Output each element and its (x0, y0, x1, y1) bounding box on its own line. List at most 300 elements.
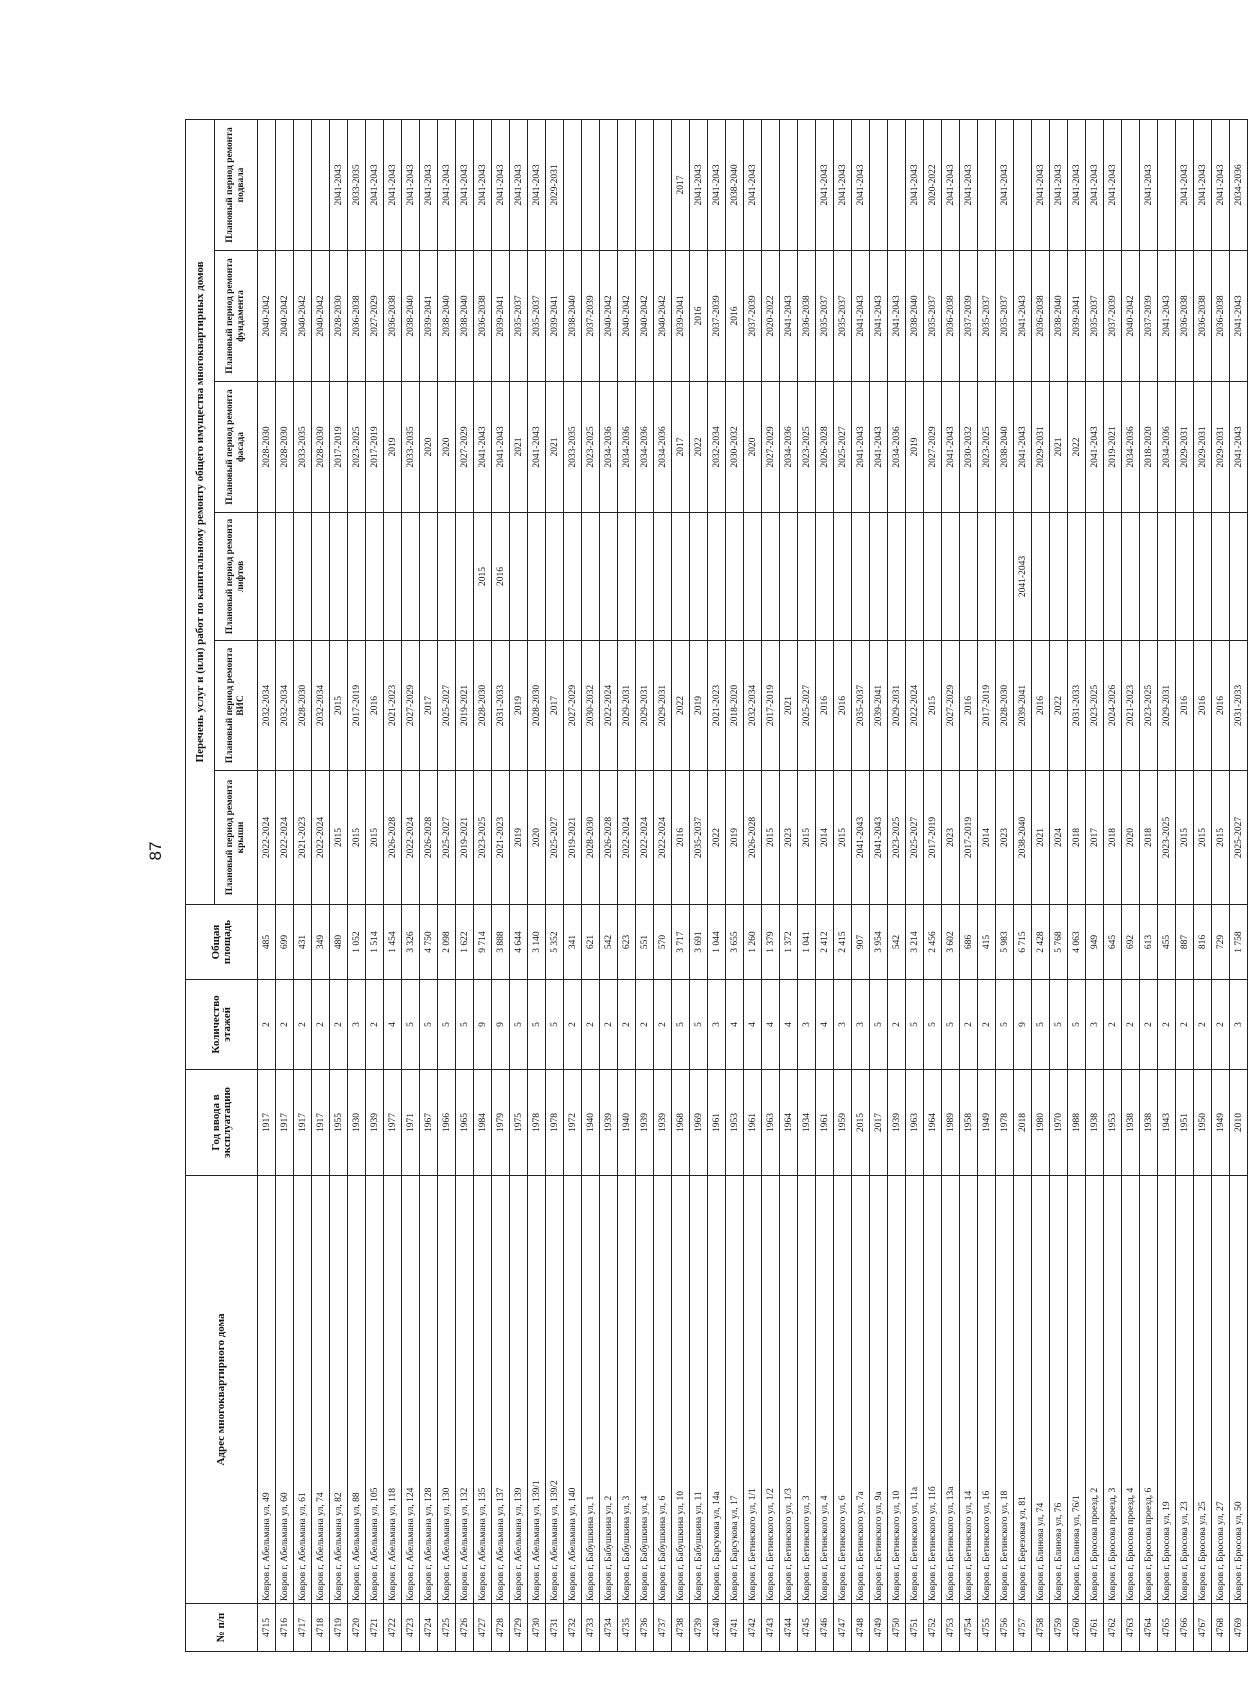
table-row (1050, 119, 1068, 1651)
cell-roof: 2026-2028 (744, 771, 762, 905)
cell-basement: 2041-2043 (1140, 119, 1158, 250)
cell-vis: 2021 (780, 641, 798, 771)
cell-roof: 2015 (1176, 771, 1194, 905)
cell-num: 4730 (528, 1604, 546, 1652)
cell-num: 4740 (708, 1604, 726, 1652)
cell-area: 1 260 (744, 905, 762, 980)
cell-floors: 2 (1176, 980, 1194, 1070)
cell-year: 1961 (816, 1070, 834, 1176)
cell-floors: 3 (798, 980, 816, 1070)
cell-area: 3 717 (672, 905, 690, 980)
cell-floors: 2 (978, 980, 996, 1070)
header-roof: Плановый период ремонта крыши (215, 771, 258, 905)
cell-facade: 2041-2043 (474, 382, 492, 513)
cell-num: 4717 (294, 1604, 312, 1652)
table-row (1068, 119, 1086, 1651)
cell-address: Ковров г, Абельмана ул, 139/2 (546, 1176, 564, 1604)
table-row (600, 119, 618, 1651)
cell-area: 2 415 (834, 905, 852, 980)
cell-basement: 2041-2043 (942, 119, 960, 250)
cell-roof: 2023 (780, 771, 798, 905)
cell-facade: 2029-2031 (1212, 382, 1230, 513)
cell-lift (258, 513, 276, 641)
cell-lift (1050, 513, 1068, 641)
cell-facade: 2027-2029 (456, 382, 474, 513)
cell-vis: 2016 (1032, 641, 1050, 771)
cell-area: 686 (960, 905, 978, 980)
cell-vis: 2019 (510, 641, 528, 771)
cell-num: 4732 (564, 1604, 582, 1652)
cell-floors: 3 (1230, 980, 1248, 1070)
cell-num: 4744 (780, 1604, 798, 1652)
cell-facade: 2020 (438, 382, 456, 513)
cell-foundation: 2038-2040 (1050, 251, 1068, 382)
cell-area: 3 954 (870, 905, 888, 980)
cell-area: 949 (1086, 905, 1104, 980)
cell-roof: 2022 (708, 771, 726, 905)
cell-num: 4753 (942, 1604, 960, 1652)
cell-basement: 2041-2043 (960, 119, 978, 250)
cell-vis: 2025-2027 (798, 641, 816, 771)
table-row (960, 119, 978, 1651)
cell-facade: 2022 (1068, 382, 1086, 513)
cell-vis: 2022 (1050, 641, 1068, 771)
cell-area: 1 372 (780, 905, 798, 980)
cell-floors: 2 (1212, 980, 1230, 1070)
cell-area: 5 768 (1050, 905, 1068, 980)
cell-lift (906, 513, 924, 641)
cell-area: 6 715 (1014, 905, 1032, 980)
cell-num: 4716 (276, 1604, 294, 1652)
table-row (402, 119, 420, 1651)
cell-vis: 2019-2021 (456, 641, 474, 771)
cell-year: 1951 (1176, 1070, 1194, 1176)
cell-facade: 2034-2036 (618, 382, 636, 513)
cell-facade: 2029-2031 (1176, 382, 1194, 513)
cell-basement: 2041-2043 (708, 119, 726, 250)
cell-num: 4760 (1068, 1604, 1086, 1652)
cell-vis: 2027-2029 (564, 641, 582, 771)
cell-area: 3 655 (726, 905, 744, 980)
cell-lift (1176, 513, 1194, 641)
cell-facade: 2041-2043 (528, 382, 546, 513)
cell-area: 1 622 (456, 905, 474, 980)
cell-basement: 2041-2043 (1086, 119, 1104, 250)
cell-basement: 2041-2043 (996, 119, 1014, 250)
header-num: № п/п (186, 1604, 258, 1652)
cell-vis: 2039-2041 (1014, 641, 1032, 771)
page-number: 87 (146, 841, 165, 861)
cell-roof: 2022-2024 (312, 771, 330, 905)
cell-foundation: 2041-2043 (852, 251, 870, 382)
cell-foundation: 2035-2037 (816, 251, 834, 382)
cell-lift (924, 513, 942, 641)
cell-roof: 2022-2024 (276, 771, 294, 905)
cell-vis: 2016 (960, 641, 978, 771)
cell-basement (870, 119, 888, 250)
cell-vis: 2031-2033 (1230, 641, 1248, 771)
cell-roof: 2041-2043 (870, 771, 888, 905)
cell-lift (618, 513, 636, 641)
cell-facade: 2032-2034 (708, 382, 726, 513)
cell-lift (762, 513, 780, 641)
cell-foundation: 2037-2039 (744, 251, 762, 382)
cell-roof: 2015 (798, 771, 816, 905)
cell-foundation: 2035-2037 (924, 251, 942, 382)
table-row (294, 119, 312, 1651)
cell-foundation: 2039-2041 (1068, 251, 1086, 382)
cell-floors: 2 (276, 980, 294, 1070)
cell-num: 4768 (1212, 1604, 1230, 1652)
cell-foundation: 2028-2030 (330, 251, 348, 382)
cell-address: Ковров г, Абельмана ул, 130 (438, 1176, 456, 1604)
cell-roof: 2018 (1140, 771, 1158, 905)
cell-num: 4724 (420, 1604, 438, 1652)
cell-area: 415 (978, 905, 996, 980)
cell-roof: 2023-2025 (888, 771, 906, 905)
cell-roof: 2035-2037 (690, 771, 708, 905)
cell-num: 4719 (330, 1604, 348, 1652)
cell-address: Ковров г, Брюсова проезд, 4 (1122, 1176, 1140, 1604)
cell-year: 1943 (1158, 1070, 1176, 1176)
cell-foundation: 2039-2041 (420, 251, 438, 382)
cell-area: 542 (888, 905, 906, 980)
cell-vis: 2031-2033 (492, 641, 510, 771)
cell-vis: 2017-2019 (348, 641, 366, 771)
cell-num: 4754 (960, 1604, 978, 1652)
cell-vis: 2017-2019 (762, 641, 780, 771)
cell-area: 431 (294, 905, 312, 980)
cell-year: 1975 (510, 1070, 528, 1176)
cell-roof: 2019-2021 (564, 771, 582, 905)
cell-area: 692 (1122, 905, 1140, 980)
cell-num: 4728 (492, 1604, 510, 1652)
table-row (690, 119, 708, 1651)
cell-facade: 2027-2029 (762, 382, 780, 513)
cell-foundation: 2036-2038 (798, 251, 816, 382)
cell-vis: 2025-2027 (438, 641, 456, 771)
cell-roof: 2041-2043 (852, 771, 870, 905)
cell-num: 4749 (870, 1604, 888, 1652)
cell-year: 1989 (942, 1070, 960, 1176)
cell-facade: 2041-2043 (492, 382, 510, 513)
table-row (438, 119, 456, 1651)
cell-address: Ковров г, Абельмана ул, 105 (366, 1176, 384, 1604)
cell-address: Ковров г, Брюсова ул, 50 (1230, 1176, 1248, 1604)
cell-roof: 2023-2025 (474, 771, 492, 905)
cell-basement: 2041-2043 (744, 119, 762, 250)
cell-foundation: 2038-2040 (456, 251, 474, 382)
cell-address: Ковров г, Березовая ул, 81 (1014, 1176, 1032, 1604)
table-row (276, 119, 294, 1651)
cell-vis: 2023-2025 (1140, 641, 1158, 771)
cell-lift (1086, 513, 1104, 641)
cell-floors: 5 (924, 980, 942, 1070)
cell-year: 1966 (438, 1070, 456, 1176)
cell-address: Ковров г, Бетинского ул, 16 (978, 1176, 996, 1604)
cell-foundation: 2040-2042 (600, 251, 618, 382)
cell-lift (834, 513, 852, 641)
rotated-page (185, 120, 1244, 1652)
cell-year: 1961 (708, 1070, 726, 1176)
cell-vis: 2017 (546, 641, 564, 771)
cell-address: Ковров г, Бетинского ул, 14 (960, 1176, 978, 1604)
cell-foundation: 2039-2041 (492, 251, 510, 382)
cell-area: 485 (258, 905, 276, 980)
header-facade: Плановый период ремонта фасада (215, 382, 258, 513)
cell-basement: 2041-2043 (384, 119, 402, 250)
cell-area: 816 (1194, 905, 1212, 980)
cell-num: 4765 (1158, 1604, 1176, 1652)
cell-lift (1158, 513, 1176, 641)
cell-area: 3 326 (402, 905, 420, 980)
table-row (834, 119, 852, 1651)
cell-address: Ковров г, Блинова ул, 76/1 (1068, 1176, 1086, 1604)
cell-year: 1979 (492, 1070, 510, 1176)
cell-num: 4742 (744, 1604, 762, 1652)
cell-num: 4752 (924, 1604, 942, 1652)
cell-area: 2 412 (816, 905, 834, 980)
cell-vis: 2027-2029 (402, 641, 420, 771)
table-row (510, 119, 528, 1651)
cell-year: 1938 (1122, 1070, 1140, 1176)
cell-area: 1 454 (384, 905, 402, 980)
cell-roof: 2025-2027 (1230, 771, 1248, 905)
table-row (744, 119, 762, 1651)
cell-foundation: 2040-2042 (1122, 251, 1140, 382)
cell-address: Ковров г, Брюсова ул, 25 (1194, 1176, 1212, 1604)
cell-foundation: 2038-2040 (402, 251, 420, 382)
cell-num: 4738 (672, 1604, 690, 1652)
table-row (1104, 119, 1122, 1651)
cell-foundation: 2035-2037 (978, 251, 996, 382)
cell-facade: 2034-2036 (888, 382, 906, 513)
cell-vis: 2028-2030 (294, 641, 312, 771)
cell-foundation: 2041-2043 (1014, 251, 1032, 382)
cell-foundation: 2038-2040 (906, 251, 924, 382)
cell-roof: 2018 (1068, 771, 1086, 905)
cell-area: 9 714 (474, 905, 492, 980)
cell-floors: 9 (492, 980, 510, 1070)
cell-address: Ковров г, Бетинского ул, 1/3 (780, 1176, 798, 1604)
cell-floors: 5 (438, 980, 456, 1070)
cell-vis: 2029-2031 (654, 641, 672, 771)
cell-area: 349 (312, 905, 330, 980)
cell-lift (402, 513, 420, 641)
cell-year: 2010 (1230, 1070, 1248, 1176)
cell-vis: 2016 (1212, 641, 1230, 771)
cell-lift (564, 513, 582, 641)
cell-facade: 2025-2027 (834, 382, 852, 513)
cell-address: Ковров г, Бабушкина ул, 4 (636, 1176, 654, 1604)
cell-address: Ковров г, Бабушкина ул, 1 (582, 1176, 600, 1604)
cell-vis: 2029-2031 (888, 641, 906, 771)
cell-vis: 2027-2029 (942, 641, 960, 771)
cell-area: 341 (564, 905, 582, 980)
cell-facade: 2017-2019 (366, 382, 384, 513)
cell-floors: 2 (294, 980, 312, 1070)
cell-foundation: 2040-2042 (294, 251, 312, 382)
cell-vis: 2030-2032 (582, 641, 600, 771)
cell-basement: 2041-2043 (456, 119, 474, 250)
cell-num: 4725 (438, 1604, 456, 1652)
cell-year: 1949 (1212, 1070, 1230, 1176)
cell-basement: 2041-2043 (474, 119, 492, 250)
cell-floors: 5 (1032, 980, 1050, 1070)
table-row (1140, 119, 1158, 1651)
cell-lift (312, 513, 330, 641)
cell-facade: 2041-2043 (870, 382, 888, 513)
table-row (726, 119, 744, 1651)
cell-facade: 2019 (906, 382, 924, 513)
header-works-group: Перечень услуг и (или) работ по капитальному ремонту общего имущества многоквартирных домов (186, 119, 215, 904)
cell-foundation: 2020-2022 (762, 251, 780, 382)
cell-vis: 2032-2034 (744, 641, 762, 771)
cell-foundation: 2036-2038 (348, 251, 366, 382)
cell-num: 4722 (384, 1604, 402, 1652)
table-row (1212, 119, 1230, 1651)
cell-year: 1917 (258, 1070, 276, 1176)
table-row (474, 119, 492, 1651)
cell-year: 1939 (366, 1070, 384, 1176)
table-row (1194, 119, 1212, 1651)
cell-lift (510, 513, 528, 641)
cell-year: 1970 (1050, 1070, 1068, 1176)
cell-floors: 2 (312, 980, 330, 1070)
table-row (1014, 119, 1032, 1651)
cell-address: Ковров г, Бетинского ул, 3 (798, 1176, 816, 1604)
cell-floors: 2 (1194, 980, 1212, 1070)
cell-basement: 2033-2035 (348, 119, 366, 250)
cell-basement (564, 119, 582, 250)
cell-num: 4745 (798, 1604, 816, 1652)
cell-num: 4720 (348, 1604, 366, 1652)
cell-num: 4735 (618, 1604, 636, 1652)
cell-facade: 2028-2030 (276, 382, 294, 513)
cell-basement (618, 119, 636, 250)
table-row (672, 119, 690, 1651)
cell-num: 4763 (1122, 1604, 1140, 1652)
cell-basement: 2041-2043 (510, 119, 528, 250)
table-row (1230, 119, 1248, 1651)
cell-area: 3 214 (906, 905, 924, 980)
cell-vis: 2024-2026 (1104, 641, 1122, 771)
cell-area: 480 (330, 905, 348, 980)
cell-address: Ковров г, Абельмана ул, 74 (312, 1176, 330, 1604)
cell-lift (816, 513, 834, 641)
cell-roof: 2015 (366, 771, 384, 905)
cell-address: Ковров г, Брюсова проезд, 3 (1104, 1176, 1122, 1604)
cell-roof: 2018 (1104, 771, 1122, 905)
cell-vis: 2019 (690, 641, 708, 771)
cell-roof: 2019 (726, 771, 744, 905)
cell-floors: 4 (726, 980, 744, 1070)
cell-foundation: 2038-2040 (564, 251, 582, 382)
cell-facade: 2023-2025 (978, 382, 996, 513)
table-row (906, 119, 924, 1651)
table-row (708, 119, 726, 1651)
cell-basement: 2034-2036 (1230, 119, 1248, 250)
cell-vis: 2016 (366, 641, 384, 771)
cell-lift (1230, 513, 1248, 641)
cell-area: 5 983 (996, 905, 1014, 980)
cell-area: 4 750 (420, 905, 438, 980)
cell-year: 1984 (474, 1070, 492, 1176)
cell-foundation: 2035-2037 (510, 251, 528, 382)
cell-area: 2 456 (924, 905, 942, 980)
table-row (1086, 119, 1104, 1651)
cell-year: 1959 (834, 1070, 852, 1176)
cell-area: 1 044 (708, 905, 726, 980)
cell-num: 4751 (906, 1604, 924, 1652)
cell-address: Ковров г, Абельмана ул, 132 (456, 1176, 474, 1604)
cell-foundation: 2040-2042 (276, 251, 294, 382)
cell-year: 1964 (780, 1070, 798, 1176)
cell-lift (1104, 513, 1122, 641)
cell-basement: 2041-2043 (438, 119, 456, 250)
cell-basement: 2041-2043 (420, 119, 438, 250)
cell-num: 4746 (816, 1604, 834, 1652)
cell-floors: 9 (474, 980, 492, 1070)
cell-floors: 9 (1014, 980, 1032, 1070)
cell-vis: 2039-2041 (870, 641, 888, 771)
cell-facade: 2029-2031 (1194, 382, 1212, 513)
cell-floors: 5 (456, 980, 474, 1070)
cell-lift: 2016 (492, 513, 510, 641)
cell-vis: 2021-2023 (1122, 641, 1140, 771)
cell-year: 1977 (384, 1070, 402, 1176)
cell-facade: 2017 (672, 382, 690, 513)
cell-roof: 2015 (1194, 771, 1212, 905)
cell-foundation: 2027-2029 (366, 251, 384, 382)
cell-floors: 4 (744, 980, 762, 1070)
cell-roof: 2015 (330, 771, 348, 905)
cell-lift (1068, 513, 1086, 641)
cell-vis: 2021-2023 (384, 641, 402, 771)
cell-roof: 2015 (834, 771, 852, 905)
cell-facade: 2023-2025 (798, 382, 816, 513)
cell-address: Ковров г, Абельмана ул, 124 (402, 1176, 420, 1604)
cell-facade: 2030-2032 (960, 382, 978, 513)
table-row (798, 119, 816, 1651)
cell-num: 4769 (1230, 1604, 1248, 1652)
cell-facade: 2033-2035 (402, 382, 420, 513)
cell-address: Ковров г, Бетинского ул, 9а (870, 1176, 888, 1604)
table-row (1032, 119, 1050, 1651)
cell-facade: 2023-2025 (582, 382, 600, 513)
table-row (258, 119, 276, 1651)
cell-lift (1194, 513, 1212, 641)
cell-floors: 2 (564, 980, 582, 1070)
cell-facade: 2021 (1050, 382, 1068, 513)
cell-facade: 2021 (546, 382, 564, 513)
cell-year: 1938 (1086, 1070, 1104, 1176)
header-address: Адрес многоквартирного дома (186, 1176, 258, 1604)
cell-lift (294, 513, 312, 641)
cell-area: 2 428 (1032, 905, 1050, 980)
cell-roof: 2022-2024 (618, 771, 636, 905)
cell-year: 1930 (348, 1070, 366, 1176)
cell-area: 887 (1176, 905, 1194, 980)
cell-lift: 2015 (474, 513, 492, 641)
cell-address: Ковров г, Бетинского ул, 6 (834, 1176, 852, 1604)
cell-facade: 2041-2043 (1014, 382, 1032, 513)
table-row (366, 119, 384, 1651)
cell-floors: 2 (1158, 980, 1176, 1070)
cell-address: Ковров г, Абельмана ул, 139/1 (528, 1176, 546, 1604)
cell-floors: 2 (1122, 980, 1140, 1070)
cell-vis: 2016 (834, 641, 852, 771)
